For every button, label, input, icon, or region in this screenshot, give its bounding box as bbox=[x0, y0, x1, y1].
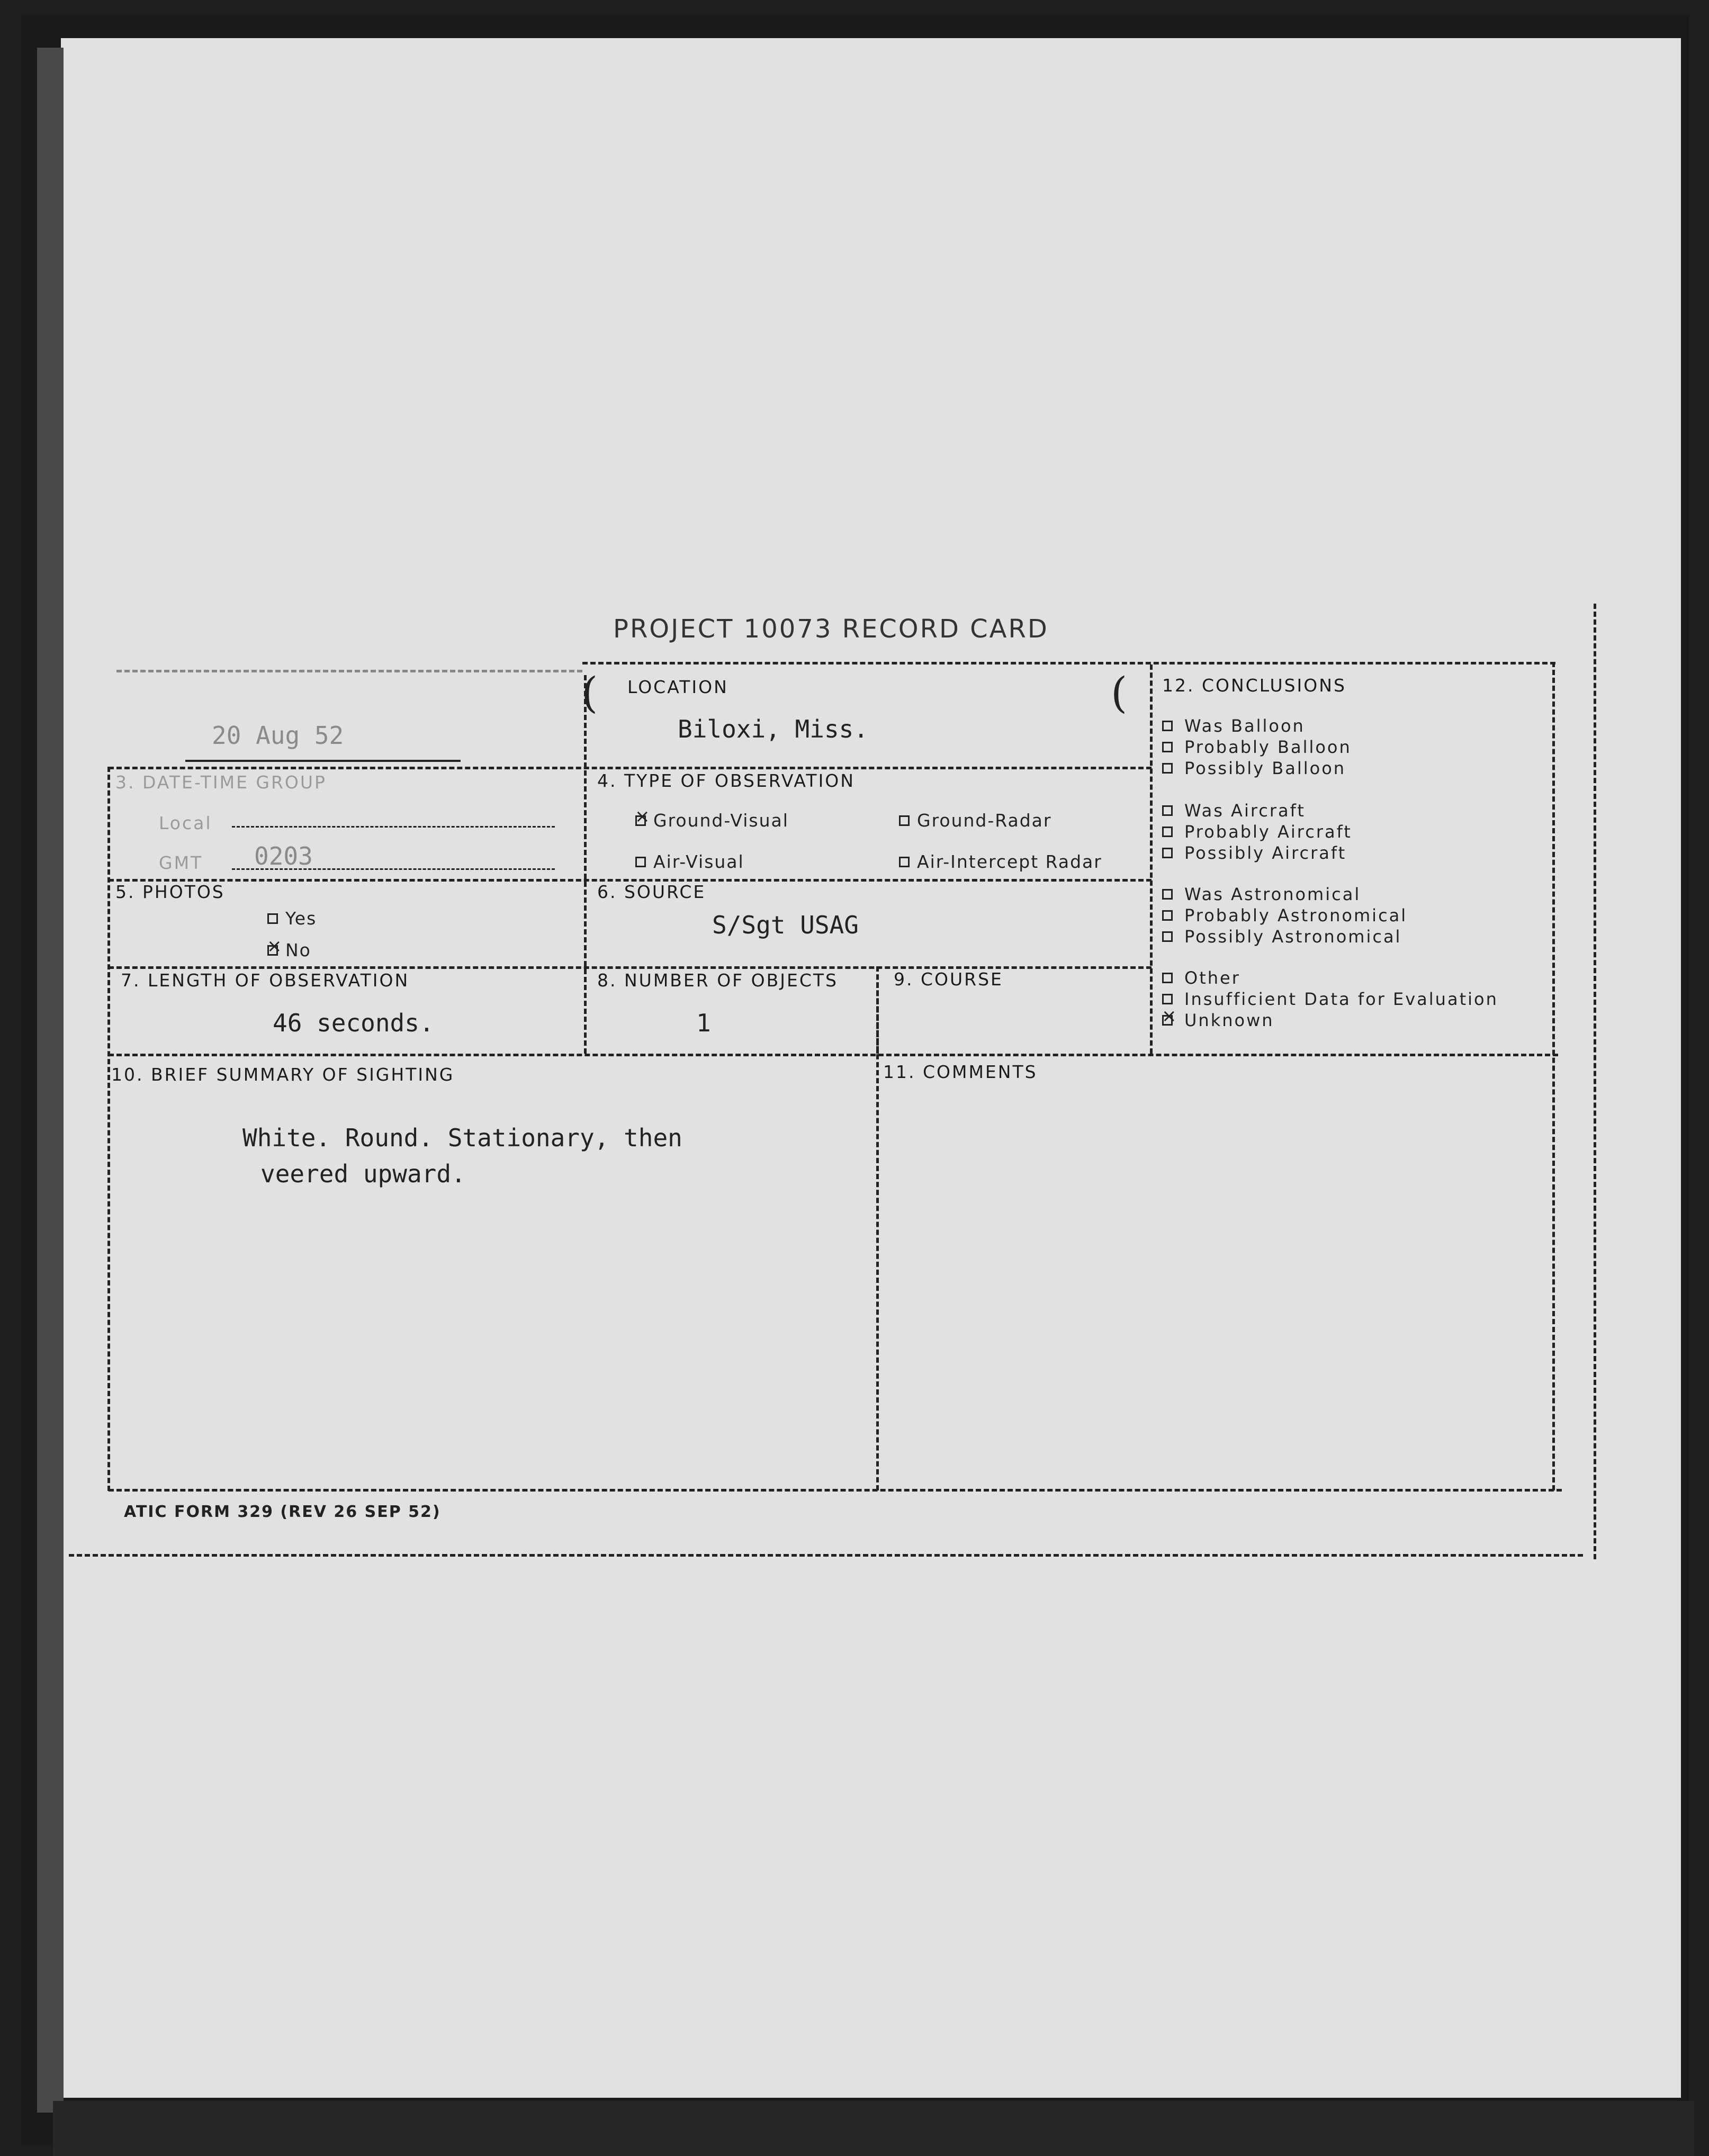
location-value: Biloxi, Miss. bbox=[678, 715, 869, 743]
option-air-intercept-radar bbox=[899, 851, 1102, 872]
conclusion-checkbox bbox=[1162, 1015, 1173, 1026]
conclusions-label: 12. CONCLUSIONS bbox=[1162, 675, 1346, 696]
summary-line-2: veered upward. bbox=[260, 1160, 466, 1188]
option-ground-visual bbox=[635, 810, 789, 831]
conclusion-label: Possibly Astronomical bbox=[1184, 927, 1402, 947]
conclusion-item bbox=[1162, 905, 1407, 926]
checkbox-photos-yes bbox=[267, 913, 278, 924]
conclusion-item bbox=[1162, 758, 1346, 778]
gmt-value: 0203 bbox=[254, 842, 313, 870]
local-underline bbox=[232, 826, 555, 828]
option-air-visual-label: Air-Visual bbox=[653, 851, 744, 872]
conclusion-item bbox=[1162, 927, 1401, 947]
card-top-border bbox=[582, 662, 1555, 664]
length-of-observation-label: 7. LENGTH OF OBSERVATION bbox=[121, 970, 410, 991]
conclusion-label: Unknown bbox=[1184, 1010, 1274, 1030]
conclusion-checkbox bbox=[1162, 994, 1173, 1004]
row-divider-4 bbox=[109, 1054, 1558, 1056]
date-underline bbox=[185, 760, 461, 762]
checkbox-ground-visual bbox=[635, 815, 646, 826]
conclusion-checkbox bbox=[1162, 763, 1173, 774]
conclusion-label: Was Aircraft bbox=[1184, 801, 1306, 821]
summary-label: 10. BRIEF SUMMARY OF SIGHTING bbox=[111, 1064, 455, 1085]
conclusion-checkbox bbox=[1162, 848, 1173, 858]
option-air-visual bbox=[635, 851, 744, 872]
card-right-border bbox=[1552, 662, 1555, 1490]
option-air-intercept-radar-label: Air-Intercept Radar bbox=[917, 851, 1102, 872]
conclusion-item bbox=[1162, 737, 1352, 757]
conclusion-item bbox=[1162, 884, 1361, 904]
conclusion-label: Probably Balloon bbox=[1184, 737, 1352, 757]
conclusion-checkbox bbox=[1162, 931, 1173, 942]
conclusion-label: Possibly Balloon bbox=[1184, 758, 1346, 778]
option-ground-radar-label: Ground-Radar bbox=[917, 810, 1052, 831]
conclusion-item bbox=[1162, 822, 1352, 842]
option-ground-visual-label: Ground-Visual bbox=[653, 810, 789, 831]
conclusion-checkbox bbox=[1162, 827, 1173, 837]
source-value: S/Sgt USAG bbox=[712, 911, 859, 939]
conclusion-label: Possibly Aircraft bbox=[1184, 843, 1347, 863]
checkbox-ground-radar bbox=[899, 815, 910, 826]
option-photos-yes bbox=[267, 908, 317, 929]
bottom-shadow bbox=[53, 2101, 1694, 2156]
conclusion-label: Was Astronomical bbox=[1184, 884, 1361, 904]
option-photos-no-label: No bbox=[285, 940, 311, 960]
outer-right-edge bbox=[1594, 604, 1596, 1559]
checkbox-air-visual bbox=[635, 857, 646, 867]
right-paren-mark: ( bbox=[1111, 668, 1128, 717]
number-value: 1 bbox=[696, 1009, 711, 1037]
outer-bottom-line bbox=[69, 1554, 1583, 1557]
card-title: PROJECT 10073 RECORD CARD bbox=[613, 614, 1049, 644]
type-of-observation-label: 4. TYPE OF OBSERVATION bbox=[597, 770, 855, 791]
col-divider-mid bbox=[584, 675, 587, 1054]
conclusion-checkbox bbox=[1162, 742, 1173, 752]
conclusion-item bbox=[1162, 716, 1305, 736]
summary-line-1: White. Round. Stationary, then bbox=[242, 1124, 682, 1152]
conclusion-item bbox=[1162, 989, 1498, 1009]
date-value: 20 Aug 52 bbox=[212, 721, 344, 750]
conclusion-item bbox=[1162, 1010, 1274, 1030]
conclusion-checkbox bbox=[1162, 721, 1173, 731]
conclusion-checkbox bbox=[1162, 889, 1173, 900]
option-photos-yes-label: Yes bbox=[285, 908, 317, 929]
conclusion-item bbox=[1162, 968, 1240, 988]
dtg-label: 3. DATE-TIME GROUP bbox=[115, 772, 327, 793]
conclusion-label: Probably Aircraft bbox=[1184, 822, 1352, 842]
number-of-objects-label: 8. NUMBER OF OBJECTS bbox=[597, 970, 838, 991]
location-label: LOCATION bbox=[627, 677, 728, 697]
card-bottom-border bbox=[109, 1489, 1562, 1492]
conclusion-checkbox bbox=[1162, 973, 1173, 983]
conclusion-label: Probably Astronomical bbox=[1184, 905, 1408, 926]
card-left-border bbox=[107, 767, 110, 1491]
local-label: Local bbox=[159, 813, 212, 833]
photos-label: 5. PHOTOS bbox=[115, 882, 225, 902]
conclusion-label: Was Balloon bbox=[1184, 716, 1305, 736]
left-paren-mark: ( bbox=[581, 668, 598, 717]
conclusion-item bbox=[1162, 843, 1346, 863]
conclusion-item bbox=[1162, 801, 1306, 821]
conclusion-label: Other bbox=[1184, 968, 1240, 988]
gmt-label: GMT bbox=[159, 852, 203, 873]
col-divider-number bbox=[876, 966, 879, 1054]
option-photos-no bbox=[267, 940, 311, 960]
comments-label: 11. COMMENTS bbox=[883, 1062, 1038, 1082]
card-top-border-left bbox=[116, 670, 582, 672]
option-ground-radar bbox=[899, 810, 1051, 831]
length-value: 46 seconds. bbox=[273, 1009, 434, 1037]
conclusion-checkbox bbox=[1162, 805, 1173, 816]
checkbox-air-intercept-radar bbox=[899, 857, 910, 867]
source-label: 6. SOURCE bbox=[597, 882, 706, 902]
course-label: 9. COURSE bbox=[894, 969, 1003, 990]
row-divider-1 bbox=[109, 767, 1152, 769]
col-divider-conclusions bbox=[1150, 664, 1153, 1054]
checkbox-photos-no bbox=[267, 945, 278, 956]
scan-edge-shadow bbox=[37, 48, 64, 2113]
conclusion-label: Insufficient Data for Evaluation bbox=[1184, 989, 1498, 1009]
conclusion-checkbox bbox=[1162, 910, 1173, 921]
form-id: ATIC FORM 329 (REV 26 SEP 52) bbox=[124, 1503, 441, 1521]
